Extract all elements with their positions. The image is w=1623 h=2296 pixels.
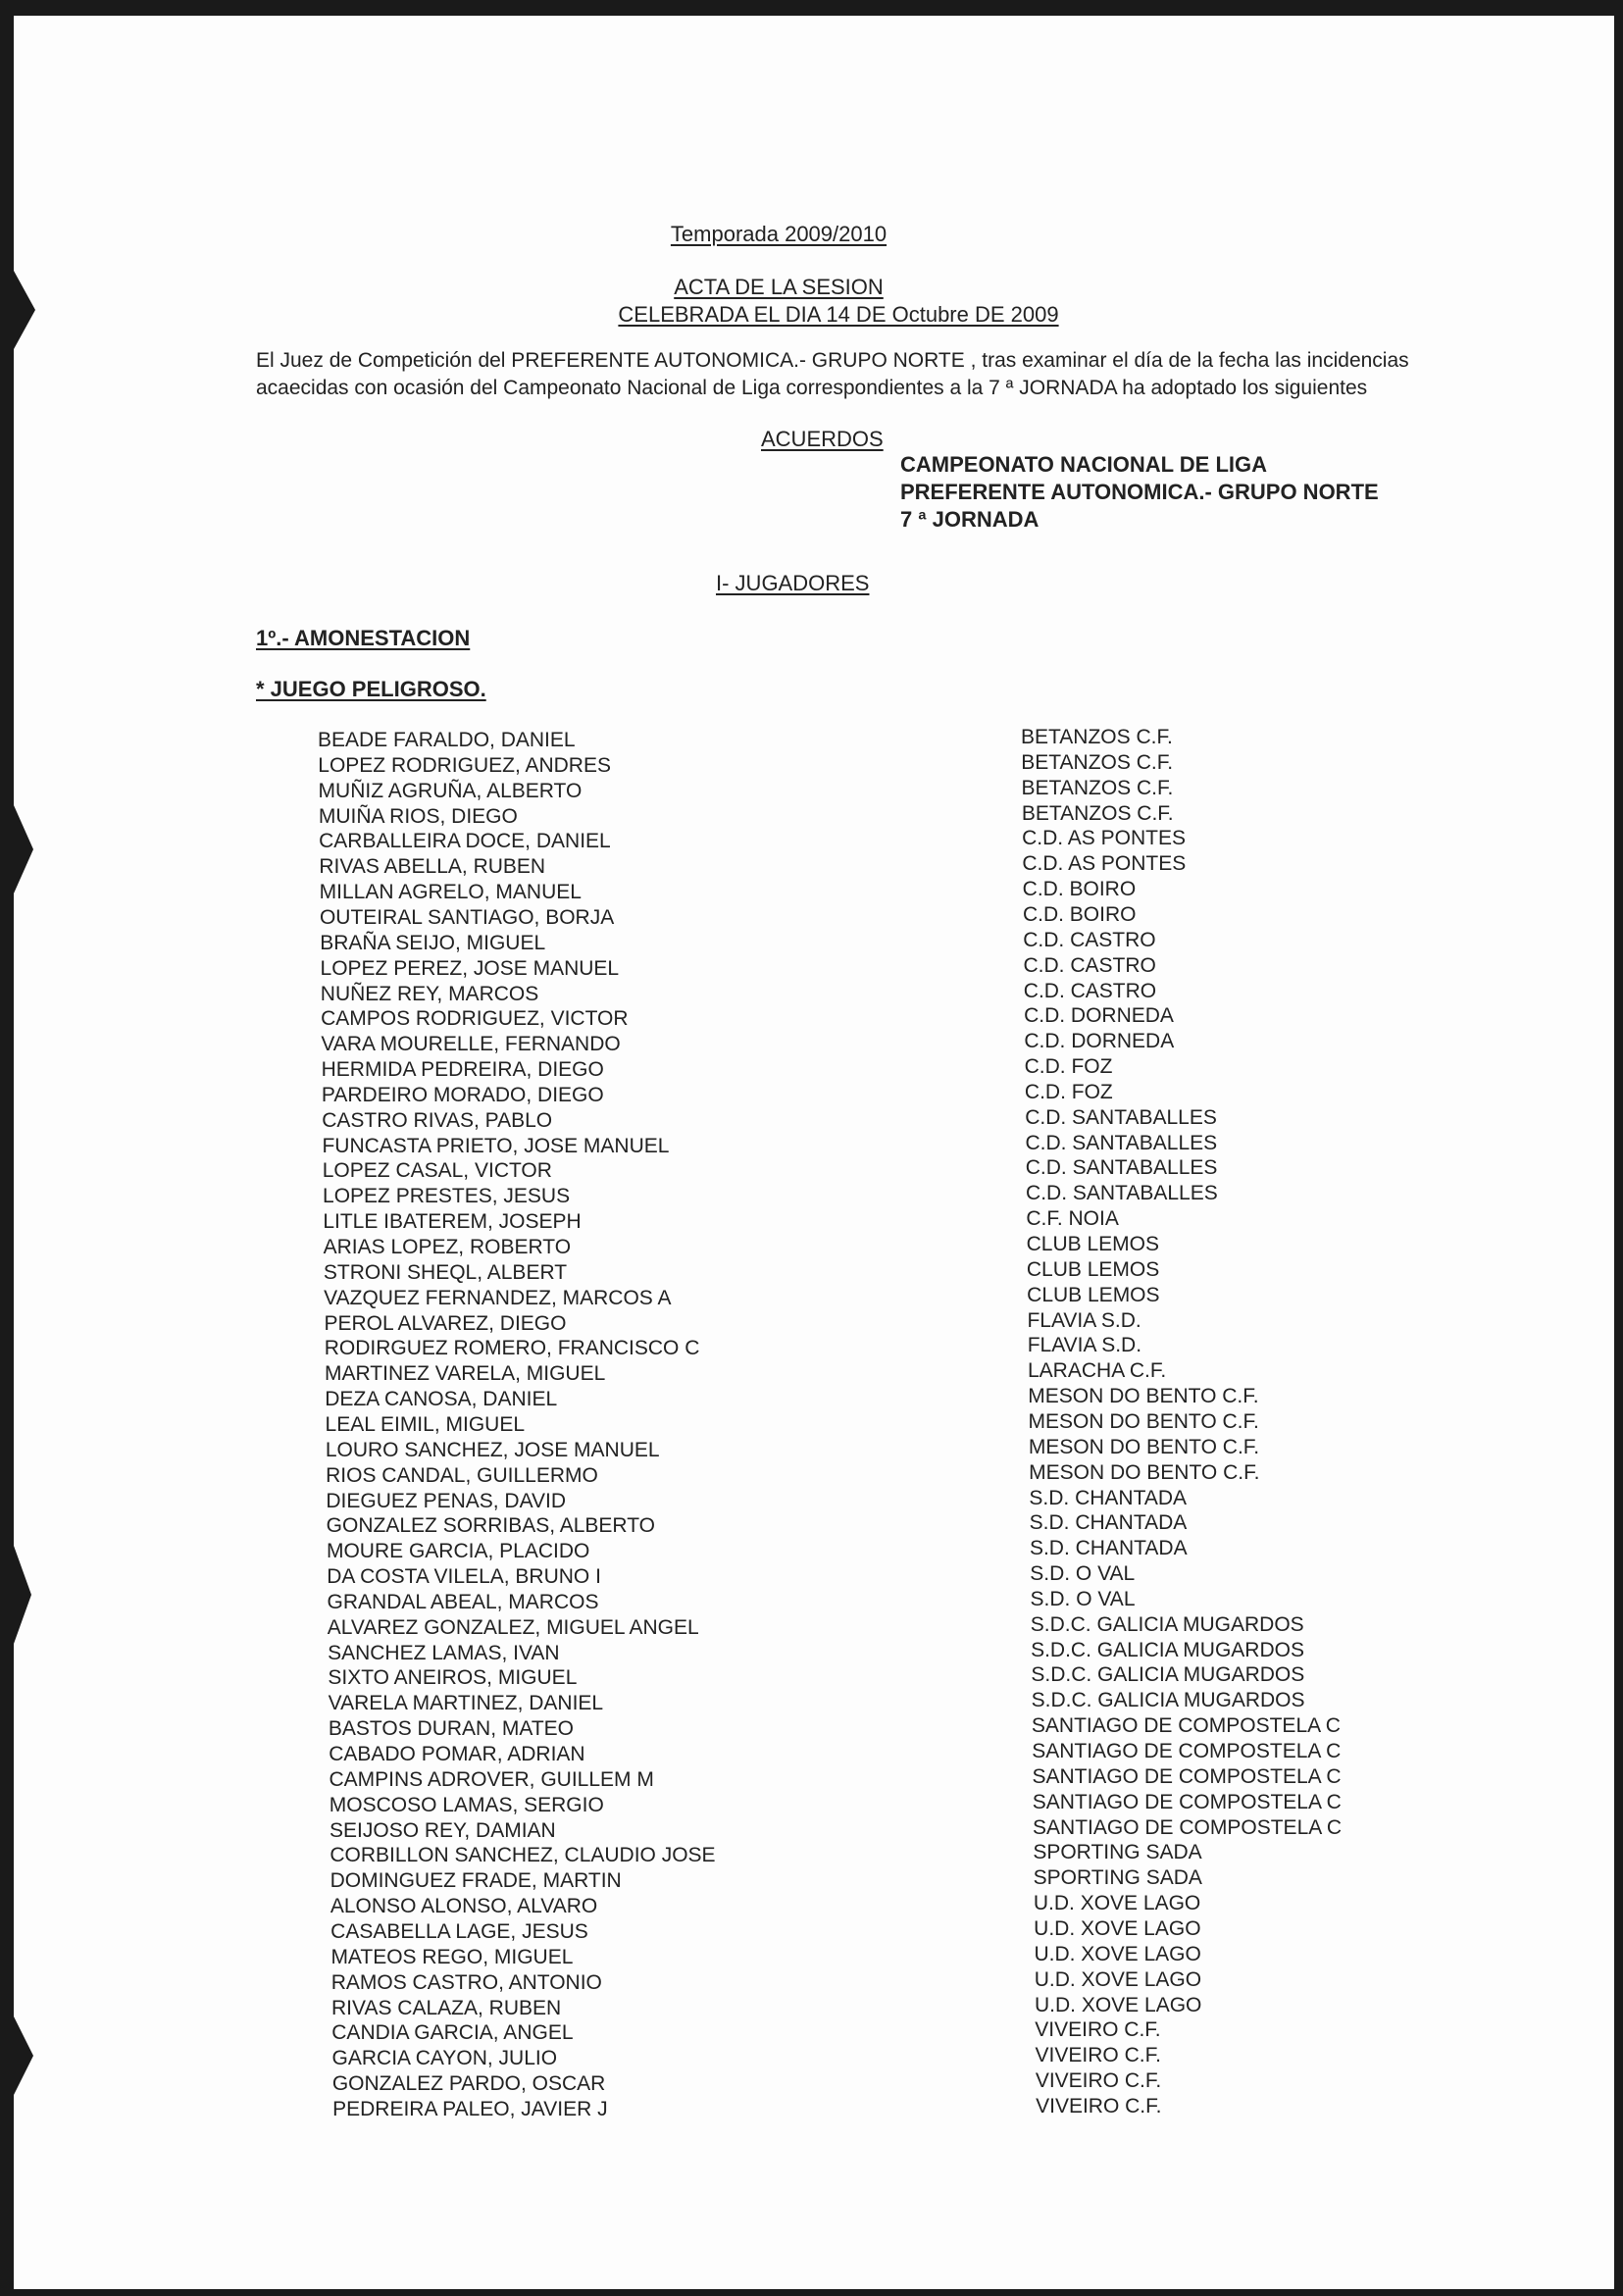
acuerdos-line-3: 7 ª JORNADA [900, 507, 1040, 532]
player-name: CAMPOS RODRIGUEZ, VICTOR [321, 1007, 629, 1031]
table-row [325, 1361, 1501, 1387]
player-name: PARDEIRO MORADO, DIEGO [321, 1083, 604, 1106]
player-name: VAZQUEZ FERNANDEZ, MARCOS A [324, 1286, 672, 1309]
player-club: C.D. FOZ [1024, 1080, 1113, 1103]
table-row [324, 1308, 1500, 1337]
player-club: C.D. CASTRO [1023, 979, 1157, 1002]
table-row [332, 2046, 1509, 2071]
player-name: LITLE IBATEREM, JOSEPH [323, 1210, 582, 1234]
player-club: S.D. CHANTADA [1029, 1537, 1188, 1560]
player-club: C.D. SANTABALLES [1026, 1182, 1218, 1205]
table-row [330, 1942, 1507, 1970]
table-row [331, 2020, 1508, 2046]
player-club: U.D. XOVE LAGO [1034, 1967, 1202, 1991]
table-row [327, 1539, 1503, 1564]
subsection-title: 1º.- AMONESTACION [256, 626, 471, 650]
player-club: SANTIAGO DE COMPOSTELA C [1032, 1764, 1342, 1788]
table-row [319, 854, 1496, 880]
table-row [322, 1131, 1498, 1159]
table-row [332, 2071, 1509, 2097]
player-club: VIVEIRO C.F. [1035, 2044, 1161, 2067]
table-row [327, 1513, 1503, 1539]
player-club: S.D. O VAL [1030, 1587, 1136, 1610]
player-name: SIXTO ANEIROS, MIGUEL [328, 1666, 578, 1690]
player-name: MARTINEZ VARELA, MIGUEL [325, 1362, 606, 1386]
player-club: U.D. XOVE LAGO [1034, 1916, 1201, 1940]
table-row [330, 1894, 1507, 1919]
player-club: C.D. DORNEDA [1024, 1004, 1174, 1028]
player-name: LOPEZ CASAL, VICTOR [322, 1159, 552, 1183]
table-row [319, 829, 1496, 854]
table-row [319, 902, 1496, 931]
player-name: DA COSTA VILELA, BRUNO I [327, 1565, 601, 1589]
player-club: FLAVIA S.D. [1027, 1308, 1141, 1332]
player-name: BASTOS DURAN, MATEO [328, 1717, 574, 1741]
player-name: ALVAREZ GONZALEZ, MIGUEL ANGEL [327, 1615, 699, 1639]
player-name: MUÑIZ AGRUÑA, ALBERTO [318, 779, 583, 802]
table-row [323, 1257, 1500, 1286]
player-name: RIVAS CALAZA, RUBEN [331, 1996, 562, 2019]
player-club: FLAVIA S.D. [1027, 1334, 1142, 1357]
player-name: GARCIA CAYON, JULIO [331, 2047, 558, 2070]
player-name: GONZALEZ PARDO, OSCAR [331, 2072, 606, 2096]
player-club: C.D. BOIRO [1022, 902, 1137, 926]
player-club: SPORTING SADA [1033, 1866, 1202, 1890]
table-row [321, 1032, 1497, 1057]
table-row [325, 1336, 1501, 1361]
player-club: MESON DO BENTO C.F. [1028, 1385, 1259, 1408]
player-name: LOPEZ PEREZ, JOSE MANUEL [320, 956, 620, 980]
table-row [318, 801, 1496, 830]
table-row [323, 1158, 1499, 1184]
section-title: I- JUGADORES [716, 571, 870, 595]
player-name: PEDREIRA PALEO, JAVIER J [332, 2097, 608, 2120]
player-club: S.D. CHANTADA [1029, 1486, 1188, 1509]
intro-line-1: El Juez de Competición del PREFERENTE AUTONOMICA.- GRUPO NORTE , tras examinar el día de la fecha las incidencias [256, 349, 1409, 372]
player-club: S.D.C. GALICIA MUGARDOS [1031, 1689, 1305, 1712]
player-name: BEADE FARALDO, DANIEL [318, 729, 576, 751]
acuerdos-label: ACUERDOS [761, 427, 884, 451]
player-name: CAMPINS ADROVER, GUILLEM M [329, 1767, 654, 1791]
table-row [330, 1916, 1507, 1945]
table-row [330, 1843, 1506, 1868]
table-row [326, 1460, 1502, 1489]
player-name: SANCHEZ LAMAS, IVAN [328, 1641, 560, 1664]
player-club: MESON DO BENTO C.F. [1028, 1435, 1260, 1458]
table-row [327, 1564, 1503, 1590]
table-row [325, 1387, 1501, 1412]
player-club: SANTIAGO DE COMPOSTELA C [1032, 1740, 1342, 1762]
table-row [325, 1409, 1502, 1438]
player-club: SANTIAGO DE COMPOSTELA C [1032, 1790, 1342, 1813]
table-row [322, 1057, 1498, 1083]
season-title: Temporada 2009/2010 [670, 222, 888, 246]
table-row [321, 1006, 1497, 1032]
player-name: LOURO SANCHEZ, JOSE MANUEL [325, 1438, 660, 1461]
player-name: ARIAS LOPEZ, ROBERTO [323, 1236, 572, 1258]
table-row [318, 776, 1496, 804]
player-name: LEAL EIMIL, MIGUEL [325, 1412, 526, 1436]
player-club: U.D. XOVE LAGO [1034, 1942, 1201, 1965]
table-row [326, 1486, 1502, 1514]
player-name: CABADO POMAR, ADRIAN [329, 1743, 585, 1765]
player-name: GONZALEZ SORRIBAS, ALBERTO [326, 1514, 655, 1538]
player-club: C.D. AS PONTES [1022, 827, 1186, 850]
acuerdos-line-1: CAMPEONATO NACIONAL DE LIGA [900, 452, 1268, 477]
player-name: PEROL ALVAREZ, DIEGO [324, 1311, 567, 1335]
player-name: VARA MOURELLE, FERNANDO [321, 1033, 621, 1056]
player-club: S.D. O VAL [1030, 1562, 1136, 1586]
player-club: C.F. NOIA [1026, 1207, 1119, 1231]
player-club: SPORTING SADA [1033, 1841, 1202, 1864]
player-name: RIOS CANDAL, GUILLERMO [326, 1463, 598, 1487]
tear-mark [14, 2016, 33, 2095]
player-club: MESON DO BENTO C.F. [1028, 1409, 1259, 1433]
player-name: DIEGUEZ PENAS, DAVID [326, 1489, 567, 1512]
table-row [330, 1815, 1506, 1844]
player-name: MILLAN AGRELO, MANUEL [319, 881, 582, 904]
player-club: BETANZOS C.F. [1021, 726, 1173, 748]
player-name: MUIÑA RIOS, DIEGO [318, 804, 518, 828]
player-name: MOURE GARCIA, PLACIDO [326, 1540, 590, 1563]
player-name: BRAÑA SEIJO, MIGUEL [320, 931, 546, 954]
tear-mark [14, 1546, 31, 1644]
acta-date: CELEBRADA EL DIA 14 DE Octubre DE 2009 [618, 302, 1059, 327]
category-title: * JUEGO PELIGROSO. [256, 677, 486, 701]
acta-title: ACTA DE LA SESION [674, 275, 884, 299]
table-row [324, 1235, 1500, 1260]
player-name: CASTRO RIVAS, PABLO [322, 1108, 553, 1132]
player-club: U.D. XOVE LAGO [1035, 1993, 1202, 2016]
table-row [320, 880, 1496, 905]
table-row [328, 1638, 1504, 1666]
table-row [323, 1184, 1499, 1209]
player-club: BETANZOS C.F. [1021, 750, 1174, 774]
player-club: C.D. DORNEDA [1024, 1030, 1175, 1053]
table-row [330, 1967, 1508, 1996]
table-row [321, 1080, 1498, 1108]
table-row [325, 1435, 1502, 1463]
player-club: C.D. BOIRO [1022, 878, 1137, 901]
player-club: BETANZOS C.F. [1021, 776, 1174, 799]
table-row [320, 953, 1497, 982]
player-name: CORBILLON SANCHEZ, CLAUDIO JOSE [330, 1844, 716, 1867]
player-name: VARELA MARTINEZ, DANIEL [328, 1692, 604, 1715]
table-row [327, 1587, 1504, 1615]
player-club: C.D. SANTABALLES [1025, 1156, 1218, 1180]
player-club: S.D. CHANTADA [1029, 1511, 1188, 1535]
table-row [320, 928, 1496, 956]
table-row [322, 1105, 1498, 1134]
player-name: SEIJOSO REY, DAMIAN [330, 1818, 556, 1842]
player-club: BETANZOS C.F. [1021, 801, 1174, 825]
player-name: DOMINGUEZ FRADE, MARTIN [330, 1869, 622, 1893]
player-club: C.D. AS PONTES [1022, 852, 1187, 876]
player-club: VIVEIRO C.F. [1036, 2094, 1162, 2117]
player-name: ALONSO ALONSO, ALVARO [330, 1895, 598, 1918]
table-row [318, 728, 1495, 753]
player-name: RAMOS CASTRO, ANTONIO [330, 1970, 602, 1994]
player-name: OUTEIRAL SANTIAGO, BORJA [319, 905, 615, 929]
player-name: RIVAS ABELLA, RUBEN [319, 855, 546, 879]
player-name: GRANDAL ABEAL, MARCOS [327, 1590, 599, 1613]
player-club: U.D. XOVE LAGO [1033, 1892, 1201, 1915]
player-club: CLUB LEMOS [1027, 1283, 1160, 1306]
table-row [320, 979, 1497, 1007]
table-row [318, 750, 1495, 779]
player-club: S.D.C. GALICIA MUGARDOS [1031, 1663, 1305, 1687]
player-name: NUÑEZ REY, MARCOS [320, 982, 539, 1005]
player-club: C.D. CASTRO [1023, 953, 1156, 977]
player-name: MOSCOSO LAMAS, SERGIO [329, 1793, 604, 1816]
table-row [327, 1612, 1504, 1641]
player-club: C.D. SANTABALLES [1025, 1131, 1218, 1154]
table-row [324, 1283, 1500, 1311]
table-row [323, 1209, 1499, 1235]
player-club: SANTIAGO DE COMPOSTELA C [1031, 1714, 1341, 1738]
player-club: C.D. SANTABALLES [1025, 1105, 1217, 1129]
player-name: MATEOS REGO, MIGUEL [330, 1945, 574, 1968]
document-page [14, 16, 1614, 2289]
tear-mark [14, 805, 33, 893]
player-name: CASABELLA LAGE, JESUS [330, 1919, 588, 1943]
player-club: S.D.C. GALICIA MUGARDOS [1030, 1612, 1304, 1636]
player-club: LARACHA C.F. [1028, 1359, 1167, 1383]
table-row [331, 1993, 1508, 2021]
player-club: C.D. FOZ [1024, 1055, 1113, 1079]
player-name: CARBALLEIRA DOCE, DANIEL [319, 830, 611, 853]
player-club: VIVEIRO C.F. [1035, 2018, 1161, 2042]
table-row [332, 2094, 1509, 2122]
player-name: STRONI SHEQL, ALBERT [323, 1260, 568, 1284]
player-name: LOPEZ PRESTES, JESUS [323, 1185, 571, 1208]
table-row [328, 1665, 1504, 1691]
acuerdos-line-2: PREFERENTE AUTONOMICA.- GRUPO NORTE [900, 480, 1379, 504]
intro-line-2: acaecidas con ocasión del Campeonato Nacional de Liga correspondientes a la 7 ª JORNADA ha adoptado los siguientes [256, 377, 1368, 399]
player-name: RODIRGUEZ ROMERO, FRANCISCO C [324, 1337, 700, 1360]
player-club: S.D.C. GALICIA MUGARDOS [1031, 1638, 1304, 1661]
player-name: LOPEZ RODRIGUEZ, ANDRES [318, 753, 611, 777]
player-club: MESON DO BENTO C.F. [1029, 1460, 1260, 1484]
player-club: CLUB LEMOS [1026, 1233, 1159, 1255]
table-row [330, 1868, 1507, 1894]
player-club: CLUB LEMOS [1026, 1257, 1160, 1281]
player-name: FUNCASTA PRIETO, JOSE MANUEL [322, 1134, 670, 1157]
player-name: HERMIDA PEDREIRA, DIEGO [321, 1058, 604, 1082]
player-club: C.D. CASTRO [1023, 928, 1156, 951]
player-club: VIVEIRO C.F. [1035, 2069, 1162, 2093]
player-name: DEZA CANOSA, DANIEL [325, 1388, 558, 1411]
player-name: CANDIA GARCIA, ANGEL [331, 2021, 574, 2045]
player-club: SANTIAGO DE COMPOSTELA C [1033, 1815, 1343, 1839]
